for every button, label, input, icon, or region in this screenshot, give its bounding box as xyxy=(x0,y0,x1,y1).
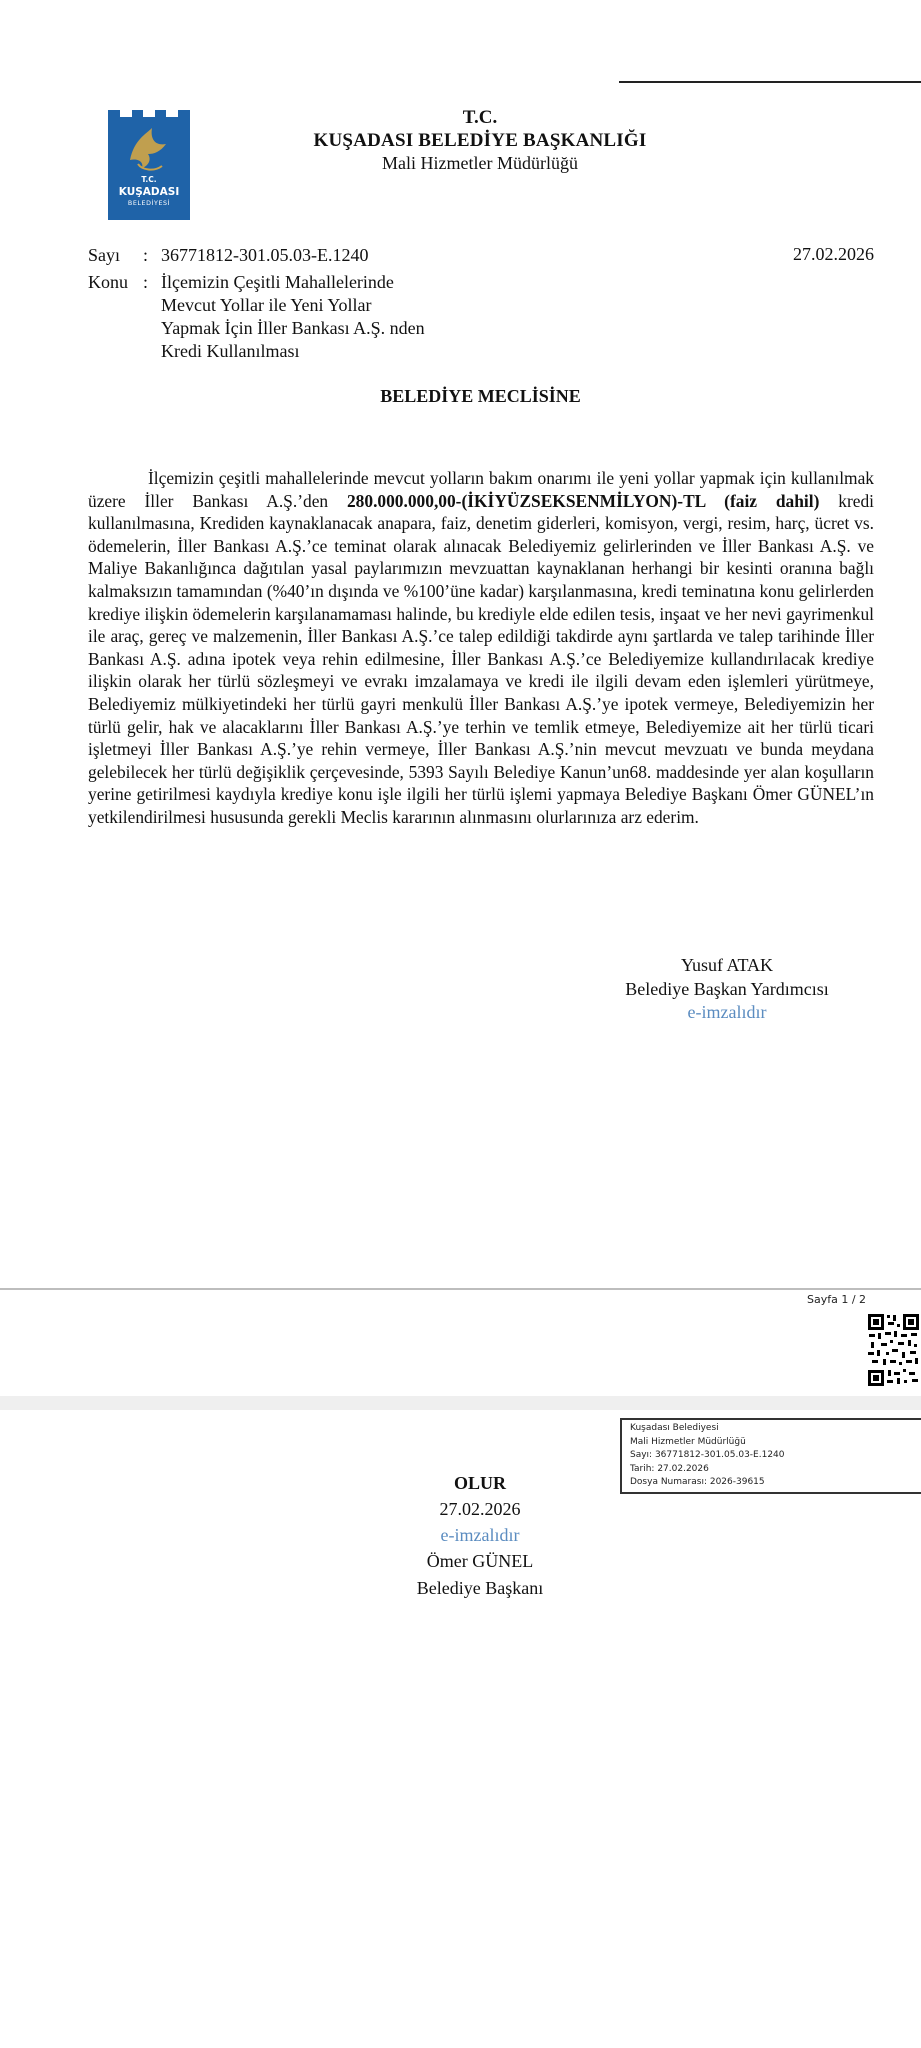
kusadasi-municipality-logo xyxy=(108,110,190,220)
qr-code-icon xyxy=(866,1312,921,1388)
page-number: Sayfa 1 / 2 xyxy=(807,1293,867,1306)
e-signature-note: e-imzalıdır xyxy=(687,1002,767,1022)
sayi-colon: : xyxy=(143,245,149,265)
document-date: 27.02.2026 xyxy=(793,244,874,264)
sayi-label: Sayı xyxy=(88,245,121,265)
stamp-line: Sayı: 36771812-301.05.03-E.1240 xyxy=(630,1450,785,1460)
konu-line: İlçemizin Çeşitli Mahallelerinde xyxy=(161,272,394,292)
stamp-line: Mali Hizmetler Müdürlüğü xyxy=(630,1436,746,1447)
konu-label: Konu xyxy=(88,272,128,292)
approver-name: Ömer GÜNEL xyxy=(426,1551,534,1571)
loan-amount: 280.000.000,00-(İKİYÜZSEKSENMİLYON)-TL (faiz dahil) xyxy=(346,490,820,511)
konu-line: Yapmak İçin İller Bankası A.Ş. nden xyxy=(161,318,425,338)
stamp-line: Tarih: 27.02.2026 xyxy=(630,1463,709,1474)
konu-line: Kredi Kullanılması xyxy=(161,341,300,361)
logo-belediyesi-text: BELEDİYESİ xyxy=(127,200,171,207)
header-municipality: KUŞADASI BELEDİYE BAŞKANLIĞI xyxy=(313,130,647,151)
konu-colon: : xyxy=(143,272,149,292)
header-tc: T.C. xyxy=(462,107,498,128)
signer-name: Yusuf ATAK xyxy=(680,955,774,975)
body-paragraph xyxy=(88,467,874,829)
page-break-band xyxy=(0,1396,921,1410)
document-title: BELEDİYE MECLİSİNE xyxy=(380,386,581,406)
approver-title: Belediye Başkanı xyxy=(416,1578,544,1598)
olur-e-signature-note: e-imzalıdır xyxy=(440,1525,520,1545)
page-separator xyxy=(0,1288,921,1290)
body-intro: İlçemizin çeşitli mahallelerinde mevcut yolların bakım onarımı ile yeni yollar yapmak için kullanılmak üzere İller Bankası A.Ş.’den xyxy=(88,468,874,511)
document-stamp-box xyxy=(620,1418,921,1494)
olur-label: OLUR xyxy=(453,1473,506,1493)
olur-date: 27.02.2026 xyxy=(439,1499,521,1519)
konu-line: Mevcut Yollar ile Yeni Yollar xyxy=(161,295,372,315)
signer-title: Belediye Başkan Yardımcısı xyxy=(625,979,829,999)
header-department: Mali Hizmetler Müdürlüğü xyxy=(382,153,578,173)
body-rest: kredi kullanılmasına, Krediden kaynaklanacak anapara, faiz, denetim giderleri, komisyon, vergi, resim, harç, ücret vs. ödemelerin, İller Bankası A.Ş.’ce teminat olarak alınacak Belediyemiz gelirlerinden ve İller Bankası A.Ş. ve Maliye Bakanlığınca dağıtılan yasal paylarımızın mevzuattan kaynaklanan herhangi bir kesinti oranına bağlı kalmaksızın tamamından (%40’ın dışında ve %100’üne kadar) karşılanmasına, kredi teminatına konu gelirlerden krediye ilişkin ödemelerin karşılanamaması halinde, bu krediyle elde edilen tesis, inşaat ve her nevi gayrimenkul ile araç, gereç ve malzemenin, İller Bankası A.Ş.’ce talep edildiği takdirde aynı şartlarda ve talep tarihinde İller Bankası A.Ş. adına ipotek veya rehin edilmesine, İller Bankası A.Ş.’ce Belediyemize kullandırılacak krediye ilişkin olarak her türlü sözleşmeyi ve evrakı imzalamaya ve kredi ile ilgili devam eden işlemleri yürütmeye, Belediyemiz mülkiyetindeki her türlü gayri menkulü İller Bankası A.Ş.’ye ipotek vermeye, Belediyemizin her türlü gelir, hak ve alacaklarını İller Bankası A.Ş.’ye terhin ve temlik etmeye, Belediyemize ait her türlü ticari işletmeyi İller Bankası A.Ş.’ye rehin vermeye, İller Bankası A.Ş.’nin mevcut mevzuatı ve bunda meydana gelebilecek her türlü değişiklik çerçevesinde, 5393 Sayılı Belediye Kanun’un68. maddesinde yer alan koşulların yerine getirilmesi kaydıyla krediye konu işle ilgili her türlü işlemi yapmaya Belediye Başkanı Ömer GÜNEL’ın yetkilendirilmesi hususunda gerekli Meclis kararının alınmasını olurlarınıza arz ederim. xyxy=(88,490,874,827)
logo-kusadasi-text: KUŞADASI xyxy=(118,186,180,198)
top-rule xyxy=(619,81,921,83)
stamp-line: Kuşadası Belediyesi xyxy=(630,1423,719,1433)
stamp-line: Dosya Numarası: 2026-39615 xyxy=(630,1477,765,1487)
logo-tc-text: T.C. xyxy=(141,175,157,184)
sayi-value: 36771812-301.05.03-E.1240 xyxy=(161,245,369,265)
